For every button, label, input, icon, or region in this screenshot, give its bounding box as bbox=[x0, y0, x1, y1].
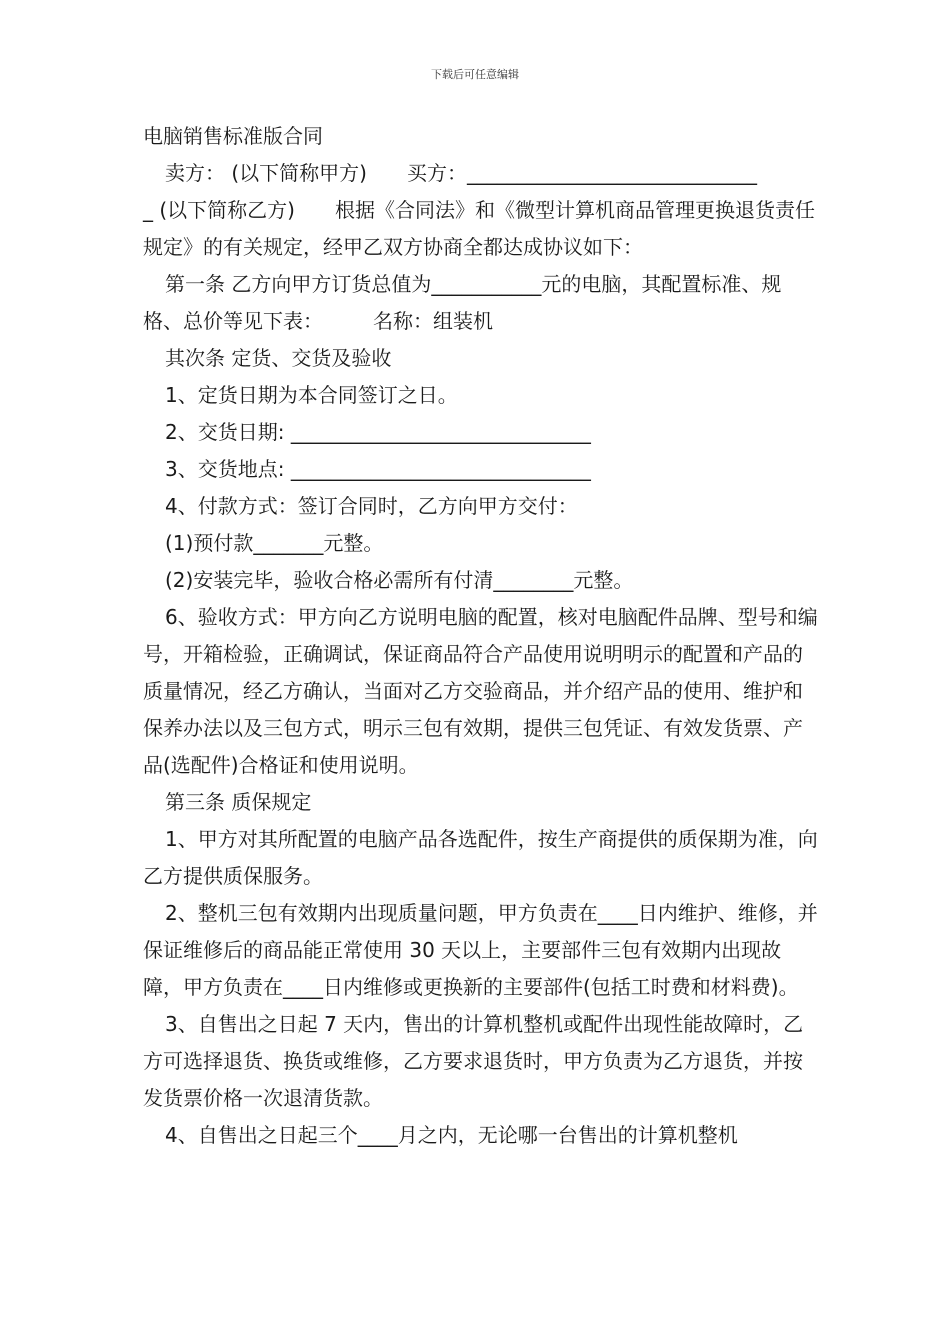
paragraph-warranty-4: 4、自售出之日起三个____月之内，无论哪一台售出的计算机整机 bbox=[165, 1123, 738, 1147]
paragraph-delivery-date: 2、交货日期: ______________________________ bbox=[165, 420, 591, 444]
paragraph-warranty-2: 2、整机三包有效期内出现质量问题，甲方负责在____日内维护、维修，并保证维修后的商品能正常使用 30 天以上，主要部件三包有效期内出现故障，甲方负责在____日内维修或更换新的主要部件(包括工时费和材料费)。 bbox=[143, 901, 818, 999]
paragraph-warranty-1: 1、甲方对其所配置的电脑产品各选配件，按生产商提供的质保期为准，向乙方提供质保服务。 bbox=[143, 827, 818, 888]
paragraph-article-2-heading: 其次条 定货、交货及验收 bbox=[165, 346, 392, 370]
paragraph-final-payment: (2)安装完毕，验收合格必需所有付清________元整。 bbox=[165, 568, 634, 592]
paragraph-delivery-place: 3、交货地点: ______________________________ bbox=[165, 457, 591, 481]
document-title: 电脑销售标准版合同 bbox=[143, 124, 323, 148]
paragraph-payment-method: 4、付款方式：签订合同时，乙方向甲方交付： bbox=[165, 494, 578, 518]
page-header-note: 下载后可任意编辑 bbox=[431, 68, 519, 81]
paragraph-order-date: 1、定货日期为本合同签订之日。 bbox=[165, 383, 458, 407]
paragraph-article-3-heading: 第三条 质保规定 bbox=[165, 790, 312, 814]
paragraph-warranty-3: 3、自售出之日起 7 天内，售出的计算机整机或配件出现性能故障时，乙方可选择退货、换货或维修，乙方要求退货时，甲方负责为乙方退货，并按发货票价格一次退清货款。 bbox=[143, 1012, 804, 1110]
paragraph-prepayment: (1)预付款_______元整。 bbox=[165, 531, 384, 555]
document-body bbox=[143, 118, 818, 1154]
paragraph-article-1: 第一条 乙方向甲方订货总值为___________元的电脑，其配置标准、规格、总价等见下表： 名称：组装机 bbox=[143, 272, 782, 333]
paragraph-acceptance: 6、验收方式：甲方向乙方说明电脑的配置，核对电脑配件品牌、型号和编号，开箱检验，正确调试，保证商品符合产品使用说明明示的配置和产品的质量情况，经乙方确认，当面对乙方交验商品，并介绍产品的使用、维护和保养办法以及三包方式，明示三包有效期，提供三包凭证、有效发货票、产品(选配件)合格证和使用说明。 bbox=[143, 605, 818, 777]
paragraph-preamble: _ (以下简称乙方) 根据《合同法》和《微型计算机商品管理更换退货责任规定》的有关规定，经甲乙双方协商全都达成协议如下： bbox=[143, 198, 815, 259]
paragraph-parties: 卖方： (以下简称甲方) 买方：_____________________________ bbox=[165, 161, 757, 185]
